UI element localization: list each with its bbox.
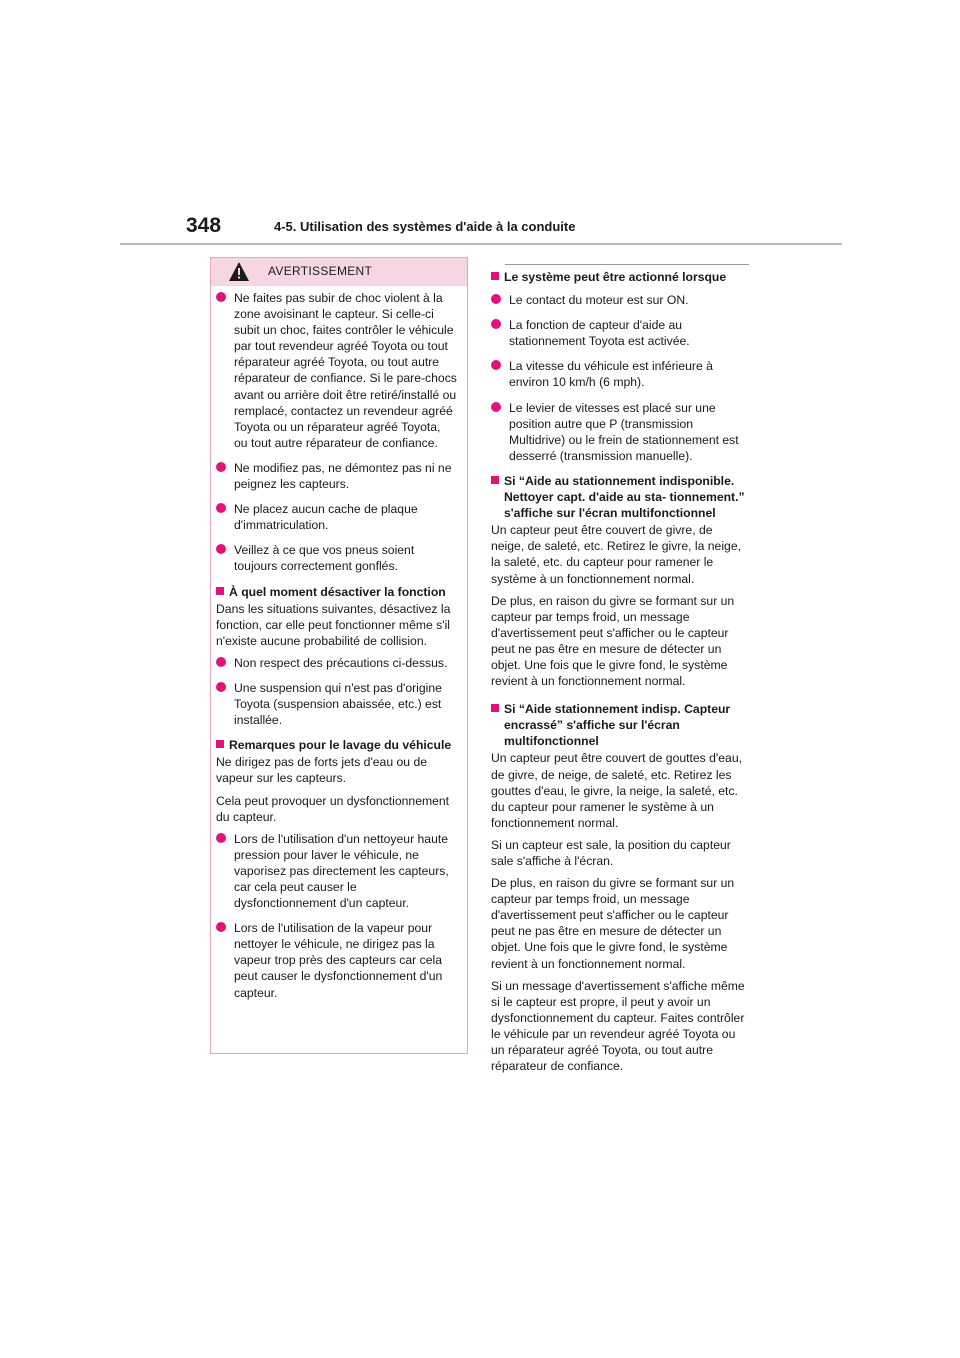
square-marker-icon (491, 272, 499, 280)
list-item: Veillez à ce que vos pneus soient toujours correctement gonflés. (216, 542, 457, 574)
bullet-dot-icon (216, 462, 226, 472)
wash-heading: Remarques pour le lavage du véhicule (216, 737, 457, 753)
wash-text-1: Ne dirigez pas de forts jets d'eau ou de vapeur sur les capteurs. (216, 755, 427, 786)
square-marker-icon (216, 740, 224, 748)
dirty-heading: Si “Aide stationnement indisp. Capteur encrassé” s'affiche sur l'écran multifonctionnel (491, 701, 749, 749)
bullet-dot-icon (216, 292, 226, 302)
unavailable-paragraph-1: Un capteur peut être couvert de givre, de neige, de saleté, etc. Retirez le givre, la neige, la saleté, etc. du capteur pour ramener le système à un fonctionnement normal. (491, 523, 741, 586)
dirty-paragraph-1: Un capteur peut être couvert de gouttes d'eau, de givre, de neige, de saleté, etc. Retirez les gouttes d'eau, le givre, la neige, la saleté, etc. du capteur pour ramener le système à un fonctionnement normal. (491, 751, 742, 830)
bullet-dot-icon (491, 319, 501, 329)
operable-heading: Le système peut être actionné lorsque (491, 269, 749, 285)
list-item: Ne placez aucun cache de plaque d'immatriculation. (216, 501, 457, 533)
bullet-dot-icon (491, 360, 501, 370)
bullet-dot-icon (216, 922, 226, 932)
list-item: Une suspension qui n'est pas d'origine Toyota (suspension abaissée, etc.) est installée. (216, 680, 457, 728)
warning-triangle-icon (228, 261, 250, 282)
dirty-paragraph-3: De plus, en raison du givre se formant sur un capteur par temps froid, un message d'avertissement peut s'afficher ou le capteur peut ne pas être en mesure de détecter un objet. Une fois que le givre fond, le système revient à un fonctionnement normal. (491, 876, 735, 971)
dirty-paragraph-2: Si un capteur est sale, la position du capteur sale s'affiche à l'écran. (491, 837, 731, 868)
warning-body (211, 286, 467, 1001)
warning-title: AVERTISSEMENT (268, 264, 373, 278)
warning-header (211, 258, 467, 286)
page-header (0, 0, 960, 250)
dirty-paragraph-4: Si un message d'avertissement s'affiche même si le capteur est propre, il peut y avoir un dysfonctionnement du capteur. Faites contrôler le véhicule par un revendeur agréé Toyota ou un réparateur agréé Toyota, ou tout autre réparateur de confiance. (491, 978, 745, 1074)
page-number: 348 (186, 214, 222, 237)
square-marker-icon (491, 476, 499, 484)
header-divider (120, 243, 842, 245)
list-item: La fonction de capteur d'aide au stationnement Toyota est activée. (491, 317, 749, 349)
list-item: Lors de l'utilisation de la vapeur pour nettoyer le véhicule, ne dirigez pas la vapeur trop près des capteurs car cela peut causer le dysfonctionnement d'un capteur. (216, 920, 457, 1000)
unavailable-paragraph-2: De plus, en raison du givre se formant sur un capteur par temps froid, un message d'avertissement peut s'afficher ou le capteur peut ne pas être en mesure de détecter un objet. Une fois que le givre fond, le système revient à un fonctionnement normal. (491, 593, 735, 689)
bullet-dot-icon (216, 503, 226, 513)
bullet-dot-icon (216, 682, 226, 692)
bullet-dot-icon (491, 402, 501, 412)
bullet-dot-icon (216, 657, 226, 667)
right-column (491, 262, 749, 1080)
section-divider (505, 264, 749, 265)
bullet-dot-icon (216, 544, 226, 554)
square-marker-icon (216, 587, 224, 595)
section-title: 4-5. Utilisation des systèmes d'aide à la conduite (274, 219, 576, 234)
bullet-dot-icon (216, 833, 226, 843)
list-item: Non respect des précautions ci-dessus. (216, 655, 457, 671)
warning-box (210, 257, 468, 1054)
list-item: Ne modifiez pas, ne démontez pas ni ne peignez les capteurs. (216, 460, 457, 492)
square-marker-icon (491, 704, 499, 712)
list-item: La vitesse du véhicule est inférieure à environ 10 km/h (6 mph). (491, 358, 749, 390)
list-item: Lors de l'utilisation d'un nettoyeur haute pression pour laver le véhicule, ne vaporisez pas directement les capteurs, car cela peut causer le dysfonctionnement d'un capteur. (216, 831, 457, 911)
wash-text-2: Cela peut provoquer un dysfonctionnement du capteur. (216, 793, 450, 824)
unavailable-heading: Si “Aide au stationnement indisponible. Nettoyer capt. d'aide au sta- tionnement.” s'affiche sur l'écran multifonctionnel (491, 473, 749, 521)
list-item: Ne faites pas subir de choc violent à la zone avoisinant le capteur. Si celle-ci subit un choc, faites contrôler le véhicule par tout revendeur agréé Toyota ou tout réparateur agréé Toyota, ou tout autre réparateur de confiance. Si le pare-chocs avant ou arrière doit être retiré/installé ou remplacé, contactez un revendeur agréé Toyota ou un réparateur agréé Toyota, ou tout autre réparateur de confiance. (216, 290, 457, 451)
bullet-dot-icon (491, 294, 501, 304)
deactivate-text: Dans les situations suivantes, désactivez la fonction, car elle peut fonctionner même s'il n'existe aucune probabilité de collision. (216, 601, 451, 648)
deactivate-heading: À quel moment désactiver la fonction (216, 584, 457, 600)
list-item: Le levier de vitesses est placé sur une position autre que P (transmission Multidrive) ou le frein de stationnement est desserré (transmission manuelle). (491, 400, 749, 464)
list-item: Le contact du moteur est sur ON. (491, 292, 749, 308)
